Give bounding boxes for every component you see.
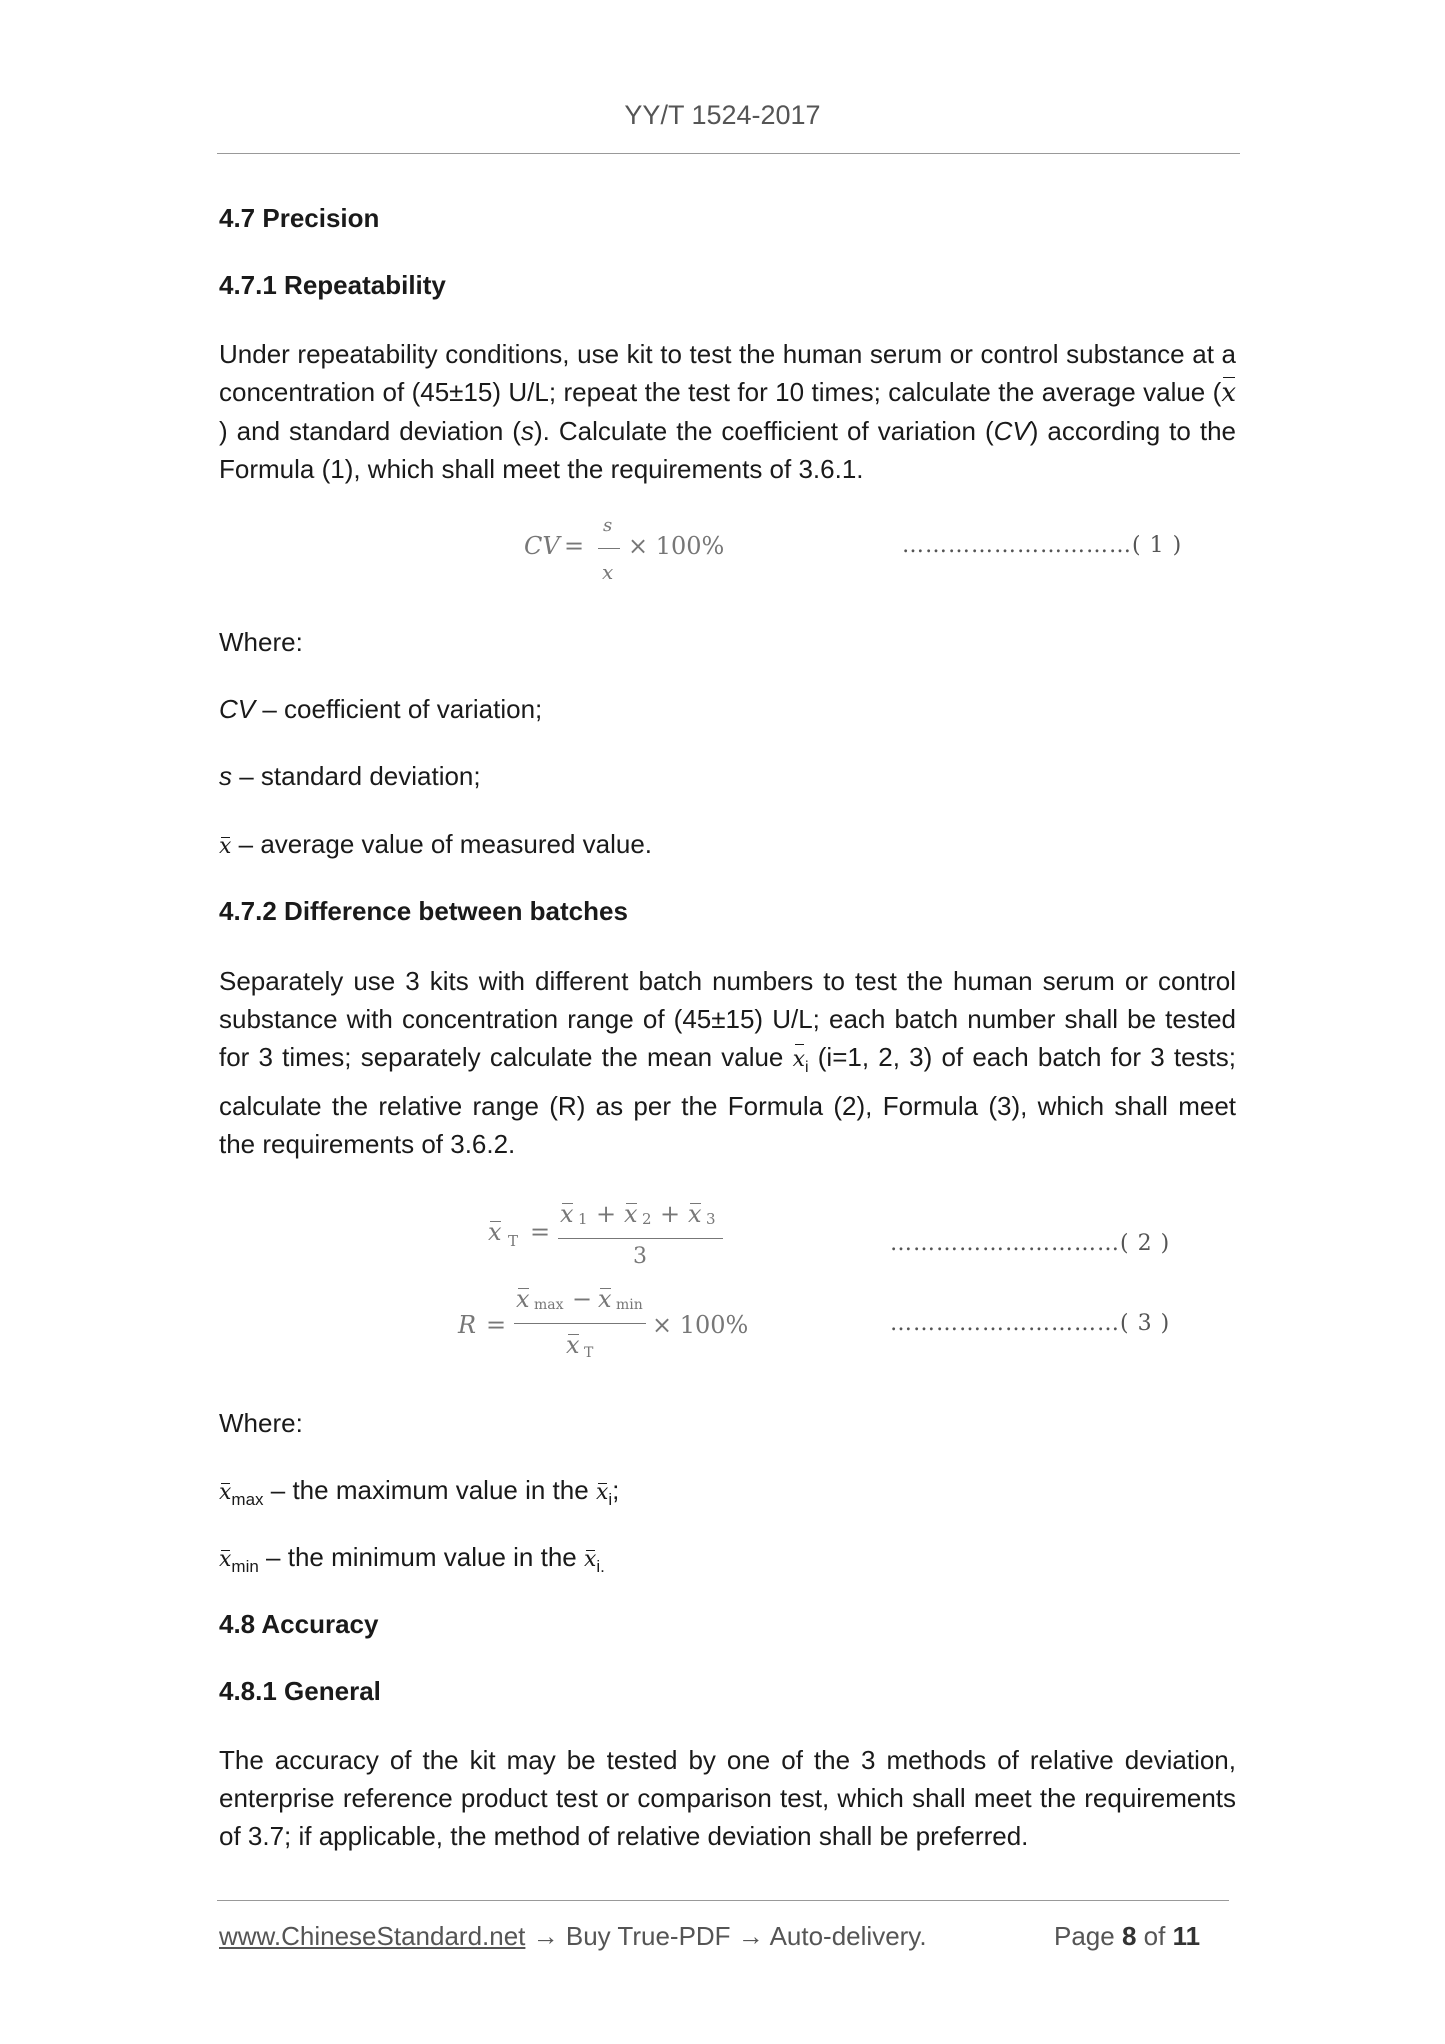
header-rule	[217, 153, 1240, 154]
formula-3-fraction-bar	[514, 1323, 646, 1324]
formula-1-times: × 100%	[628, 532, 725, 560]
formula-2-x3: x	[688, 1200, 702, 1228]
page-word: Page	[1054, 1921, 1115, 1951]
page-number: 8	[1121, 1921, 1137, 1951]
def-term: s	[219, 761, 232, 791]
def-term: CV	[219, 694, 256, 724]
xbar-symbol: x	[793, 1041, 805, 1079]
heading-4-7-2: 4.7.2 Difference between batches	[219, 896, 628, 926]
heading-4-8: 4.8 Accuracy	[219, 1609, 379, 1639]
xbar-symbol: x	[1221, 374, 1236, 412]
def-desc: – the minimum value in the	[258, 1542, 584, 1572]
formula-3-den-sub: T	[584, 1345, 594, 1361]
formula-3-sub-min: min	[616, 1297, 643, 1313]
para-text: ). Calculate the coefficient of variation (	[533, 416, 994, 446]
formula-2-sub3: 3	[706, 1210, 716, 1228]
formula-1-number: ( 1 )	[1132, 533, 1183, 558]
def-desc: – coefficient of variation;	[255, 694, 543, 724]
heading-4-8-1: 4.8.1 General	[219, 1676, 381, 1706]
def-desc: – average value of measured value.	[231, 829, 653, 859]
formula-3-denominator: x	[566, 1331, 580, 1359]
definition-cv	[219, 694, 542, 725]
definition-xbar	[219, 829, 652, 860]
formula-2-x2: x	[624, 1200, 638, 1228]
website-link[interactable]: www.ChineseStandard.net	[219, 1921, 526, 1951]
def-desc: – standard deviation;	[232, 761, 481, 791]
formula-2-number: ( 2 )	[1120, 1231, 1171, 1256]
def-term: x	[219, 1547, 232, 1572]
paragraph-accuracy-general: The accuracy of the kit may be tested by one of the 3 methods of relative deviation, enterprise reference product test or comparison test, which shall meet the requirements of 3.7; if applicable, the method of relative deviation shall be preferred.	[219, 1745, 1236, 1851]
def-term: x	[219, 834, 232, 859]
formula-2-eq: =	[530, 1218, 551, 1246]
leader-dots: …………………………	[902, 533, 1132, 558]
def-x: x	[583, 1547, 597, 1572]
formula-2-lhs: x	[488, 1218, 502, 1246]
cv-symbol: CV	[993, 416, 1030, 446]
s-symbol: s	[520, 416, 534, 446]
formula-2-denominator: 3	[633, 1244, 647, 1269]
formula-1-numerator: s	[603, 515, 613, 536]
def-x: x	[595, 1480, 609, 1505]
def-sub: min	[231, 1557, 259, 1577]
formula-2-lhs-sub: T	[508, 1232, 519, 1250]
formula-2-fraction-bar	[558, 1238, 723, 1239]
def-sub: max	[231, 1490, 264, 1510]
formula-3-xmax: x	[516, 1285, 530, 1313]
para-text: Separately use 3 kits with different batch numbers to test the human serum or control substance with concentration range of (45±15) U/L; each batch number shall be tested for 3 times; separately calculate the mean value	[219, 966, 1236, 1072]
formula-2	[488, 1200, 748, 1280]
footer-promo	[219, 1921, 927, 1952]
page-total: 11	[1172, 1921, 1201, 1951]
where-label-2: Where:	[219, 1408, 303, 1438]
footer-rule	[217, 1900, 1229, 1901]
definition-xmax	[219, 1475, 619, 1510]
para-text: (i=1, 2, 3) of each batch for 3 tests; calculate the relative range (R) as per the Formula (2), Formula (3), which shall meet the requirements of 3.6.2.	[219, 1042, 1236, 1160]
paragraph-batches	[219, 962, 1236, 1163]
formula-2-sub1: 1	[578, 1210, 588, 1228]
promo-text: → Buy True-PDF → Auto-delivery.	[525, 1921, 927, 1951]
para-text: Under repeatability conditions, use kit to test the human serum or control substance at a concentration of (45±15) U/L; repeat the test for 10 times; calculate the average value (	[219, 339, 1236, 407]
para-text: ) according to the Formula (1), which shall meet the requirements of 3.6.1.	[219, 416, 1236, 484]
of-word: of	[1143, 1921, 1166, 1951]
sub-i: i	[805, 1059, 809, 1077]
formula-2-plus: +	[596, 1200, 617, 1228]
leader-dots: …………………………	[890, 1231, 1120, 1256]
formula-2-sub2: 2	[642, 1210, 652, 1228]
formula-2-plus: +	[660, 1200, 681, 1228]
formula-3-leader	[890, 1311, 1170, 1336]
heading-4-7: 4.7 Precision	[219, 203, 380, 233]
formula-1	[524, 515, 744, 595]
formula-3-times: × 100%	[652, 1311, 749, 1339]
formula-3-number: ( 3 )	[1120, 1311, 1171, 1336]
formula-1-fraction-bar	[598, 548, 620, 549]
def-end: ;	[612, 1475, 620, 1505]
formula-2-x1: x	[560, 1200, 574, 1228]
heading-4-7-1: 4.7.1 Repeatability	[219, 270, 446, 300]
def-desc: – the maximum value in the	[263, 1475, 596, 1505]
document-id-header: YY/T 1524-2017	[624, 100, 821, 130]
formula-1-eq: =	[564, 532, 585, 560]
formula-1-denominator: x	[602, 560, 614, 584]
def-xsub: i.	[596, 1557, 605, 1577]
formula-3-eq: =	[486, 1311, 507, 1339]
def-xsub: i	[608, 1490, 613, 1510]
paragraph-repeatability	[219, 335, 1236, 488]
formula-3-xmin: x	[598, 1285, 612, 1313]
leader-dots: …………………………	[890, 1311, 1120, 1336]
definition-s	[219, 761, 481, 792]
formula-3	[458, 1283, 778, 1363]
formula-1-leader	[902, 533, 1182, 558]
page-indicator	[1054, 1921, 1200, 1952]
where-label-1: Where:	[219, 627, 303, 657]
formula-3-sub-max: max	[534, 1297, 564, 1313]
formula-1-lhs: CV	[524, 532, 560, 560]
formula-2-leader	[890, 1231, 1170, 1256]
formula-3-lhs: R	[458, 1311, 477, 1339]
formula-3-minus: −	[572, 1285, 593, 1313]
def-term: x	[219, 1480, 232, 1505]
definition-xmin	[219, 1542, 605, 1577]
para-text: ) and standard deviation (	[219, 416, 521, 446]
